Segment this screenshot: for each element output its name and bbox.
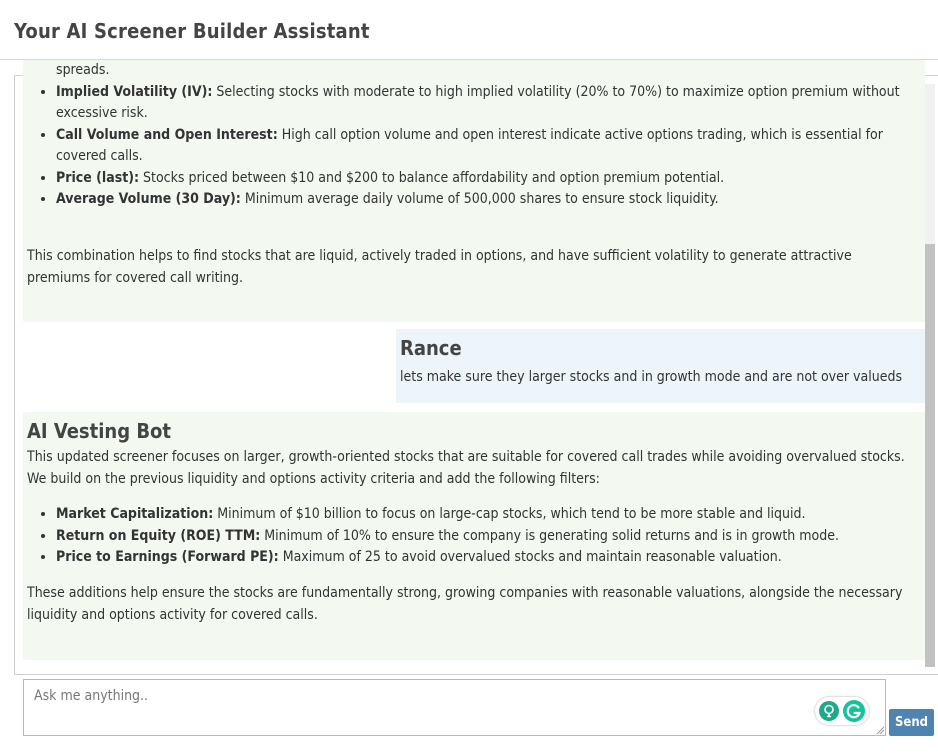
- bot-message: [23, 412, 925, 660]
- bot-message-filter-list: [27, 504, 913, 569]
- bot-message: [23, 60, 925, 322]
- list-item-term: Return on Equity (ROE) TTM:: [56, 527, 261, 544]
- bot-message-closing: These additions help ensure the stocks are fundamentally strong, growing companies with reasonable valuations, alongside the necessary liquidity and options activity for covered calls.: [27, 585, 903, 623]
- list-item: [56, 82, 913, 125]
- list-item-text: Minimum average daily volume of 500,000 shares to ensure stock liquidity.: [240, 191, 719, 207]
- send-button[interactable]: Send: [889, 709, 934, 736]
- list-item: [56, 526, 913, 548]
- list-item-text: High call option volume and open interest indicate active options trading, which is essential for covered calls.: [56, 126, 883, 164]
- scrollbar-thumb[interactable]: [925, 244, 935, 667]
- list-item-term: Average Volume (30 Day):: [56, 191, 241, 207]
- list-item-text: Stocks priced between $10 and $200 to balance affordability and option premium potential.: [139, 169, 725, 186]
- user-message: [396, 329, 925, 403]
- list-item: [56, 504, 913, 526]
- list-item: [56, 60, 913, 82]
- bot-message-intro: This updated screener focuses on larger, growth-oriented stocks that are suitable for covered call trades while avoiding overvalued stocks. We build on the previous liquidity and options activity criteria and add the following filters:: [27, 449, 905, 487]
- grammarly-icon[interactable]: [843, 700, 865, 722]
- list-item-text: Minimum of $10 billion to focus on large-cap stocks, which tend to be more stable and liquid.: [213, 506, 806, 522]
- list-item: [56, 189, 913, 211]
- list-item-text: spreads.: [56, 62, 110, 78]
- extension-icons: [815, 697, 869, 725]
- list-item-term: Market Capitalization:: [56, 506, 214, 522]
- list-item: [56, 125, 913, 168]
- message-input-box[interactable]: [23, 679, 886, 736]
- list-item-text: Minimum of 10% to ensure the company is generating solid returns and is in growth mode.: [260, 527, 839, 544]
- page-header: [0, 0, 938, 60]
- list-item-term: Price to Earnings (Forward PE):: [56, 549, 279, 565]
- user-sender-name: Rance: [400, 336, 462, 360]
- lightbulb-icon[interactable]: [819, 701, 839, 721]
- user-message-text: lets make sure they larger stocks and in growth mode and are not over valueds: [400, 369, 903, 385]
- message-input[interactable]: [24, 680, 885, 735]
- list-item: [56, 168, 913, 190]
- bot-message-criteria-list: [27, 60, 913, 211]
- list-item-text: Maximum of 25 to avoid overvalued stocks and maintain reasonable valuation.: [278, 549, 782, 565]
- resize-grip-icon[interactable]: [876, 726, 884, 734]
- page-title: Your AI Screener Builder Assistant: [14, 19, 370, 43]
- list-item-term: Price (last):: [56, 169, 140, 186]
- list-item: [56, 547, 913, 569]
- chat-history[interactable]: [14, 62, 938, 675]
- bot-message-closing: This combination helps to find stocks that are liquid, actively traded in options, and have sufficient volatility to generate attractive premiums for covered call writing.: [27, 248, 852, 286]
- list-item-term: Implied Volatility (IV):: [56, 83, 213, 100]
- list-item-text: Selecting stocks with moderate to high implied volatility (20% to 70%) to maximize option premium without excessive risk.: [56, 83, 900, 121]
- list-item-term: Call Volume and Open Interest:: [56, 126, 278, 143]
- bot-sender-name: AI Vesting Bot: [27, 419, 172, 443]
